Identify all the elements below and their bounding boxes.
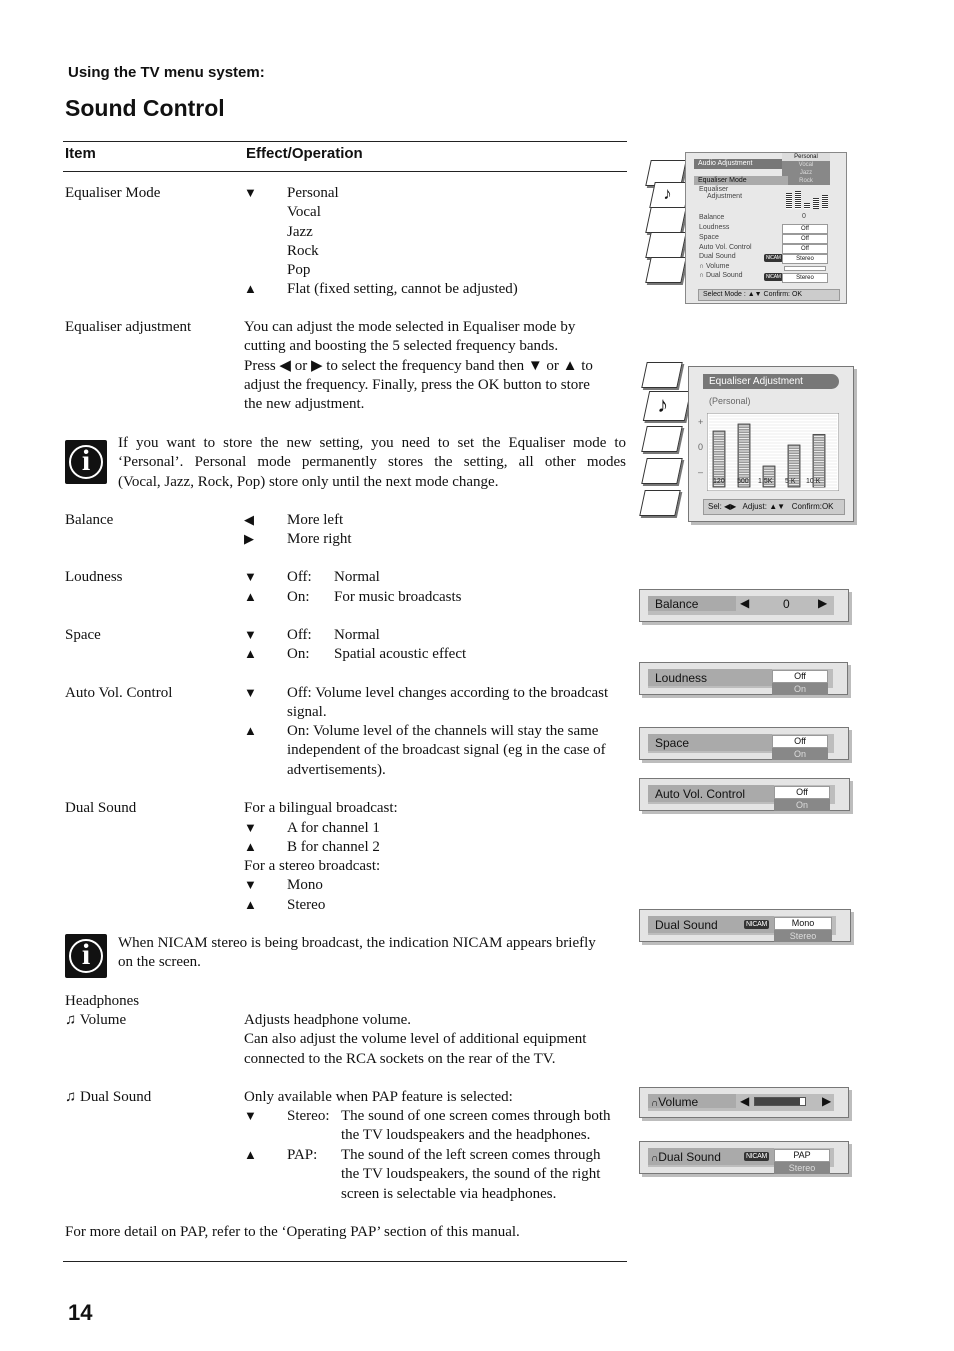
menu-row-dual[interactable]: Dual Sound <box>699 253 736 260</box>
menu-label: Adjustment <box>707 193 743 200</box>
eq-option: Jazz <box>287 223 313 240</box>
loudness-value: Off <box>782 224 828 234</box>
headphone-icon: ♫︎ <box>65 1089 77 1105</box>
loudness-on-desc: For music broadcasts <box>334 589 462 605</box>
menu-label: Dual Sound <box>705 272 743 279</box>
headphone-icon: ∩ <box>651 1153 659 1164</box>
eq-adj-desc <box>244 318 593 414</box>
dual-b: B for channel 2 <box>287 839 380 855</box>
hdual-pap-label: PAP: <box>287 1147 318 1163</box>
headphone-icon: ♫︎ <box>65 1012 77 1028</box>
dual-stereo-broadcast: For a stereo broadcast: <box>244 858 381 874</box>
headphone-icon: ∩ <box>651 1098 659 1109</box>
dual-value: Stereo <box>782 254 828 264</box>
osd-loudness-label: Loudness <box>655 671 708 685</box>
up-arrow: ▲ <box>244 646 257 661</box>
loudness-off: Off: <box>287 569 312 585</box>
option-selected[interactable]: Off <box>772 735 828 748</box>
item-label: Dual Sound <box>80 1089 152 1105</box>
volume-slider[interactable] <box>754 1097 806 1106</box>
label-text: Volume <box>658 1095 699 1109</box>
down-arrow: ▼ <box>244 569 257 584</box>
nicam-badge: NICAM <box>746 1153 768 1160</box>
down-arrow: ▼ <box>244 185 257 200</box>
menu-label: Volume <box>705 263 730 270</box>
dual-mono: Mono <box>287 877 323 893</box>
volume-slider-fill <box>755 1098 800 1105</box>
desc-line: the TV loudspeakers and the headphones. <box>341 1127 591 1144</box>
down-arrow: ▼ <box>244 685 257 700</box>
osd-dual-label: Dual Sound <box>655 918 718 932</box>
audio-menu-title: Audio Adjustment <box>694 159 790 169</box>
desc-line: adjust the frequency. Finally, press the OK button to store <box>244 376 590 393</box>
col-effect-header: Effect/Operation <box>246 145 363 162</box>
desc-line: independent of the broadcast signal (eg in the case of <box>287 742 606 759</box>
menu-row-eq-mode[interactable]: Equaliser Mode <box>694 176 788 185</box>
desc-line: Off: Volume level changes according to the broadcast <box>287 685 609 701</box>
mode-option[interactable]: Personal <box>782 153 830 161</box>
band-label: 5 K <box>785 478 796 485</box>
desc-line: the TV loudspeakers, the sound of the right <box>341 1166 601 1183</box>
desc-line: signal. <box>287 704 327 721</box>
eq-minus-label: – <box>698 467 704 477</box>
down-arrow: ▼ <box>244 877 257 892</box>
desc-line: On: Volume level of the channels will stay the same <box>287 723 599 739</box>
eq-option: Pop <box>287 262 311 279</box>
audio-menu-panel <box>685 152 847 304</box>
balance-left: More left <box>287 512 344 528</box>
osd-space <box>639 727 849 760</box>
osd-space-label: Space <box>655 736 690 750</box>
osd-avc-label: Auto Vol. Control <box>655 787 746 801</box>
balance-right: More right <box>287 531 352 547</box>
mode-option[interactable]: Vocal <box>798 162 814 168</box>
option-unselected[interactable]: Stereo <box>774 1162 830 1174</box>
info-icon: i <box>65 440 107 484</box>
up-arrow: ▲ <box>244 1147 257 1162</box>
option-unselected[interactable]: On <box>774 799 830 811</box>
menu-row-hdual[interactable] <box>699 272 743 279</box>
hdual-value: Stereo <box>782 273 828 283</box>
left-arrow-icon[interactable]: ◀ <box>740 596 750 610</box>
desc-line: Can also adjust the volume level of additional equipment <box>244 1031 587 1048</box>
note-line: on the screen. <box>118 954 201 971</box>
nicam-badge: NICAM <box>766 274 781 280</box>
menu-row-space[interactable]: Space <box>699 234 719 241</box>
option-selected[interactable]: Mono <box>774 917 832 930</box>
desc-line: advertisements). <box>287 761 386 778</box>
nicam-badge: NICAM <box>766 255 781 261</box>
page-number: 14 <box>68 1300 93 1325</box>
setup-tab-icon <box>641 458 683 484</box>
osd-auto-vol-control <box>639 778 850 811</box>
preset-tab-icon <box>645 257 687 283</box>
up-arrow: ▲ <box>244 897 257 912</box>
table-header-rule <box>63 171 627 172</box>
hdual-options[interactable] <box>774 1149 830 1174</box>
menu-row-eq-adj[interactable] <box>699 186 742 200</box>
osd-audio-adjustment <box>640 150 850 305</box>
menu-row-volume[interactable] <box>699 263 729 270</box>
volume-mini-bar <box>784 266 826 271</box>
space-options[interactable] <box>772 735 828 760</box>
option-selected[interactable]: PAP <box>774 1149 830 1162</box>
eq-panel <box>688 366 854 522</box>
eq-option: Personal <box>287 185 339 201</box>
space-value: Off <box>782 234 828 244</box>
dual-a: A for channel 1 <box>287 820 380 836</box>
note-line: When NICAM stereo is being broadcast, the indication NICAM appears briefly <box>118 935 596 951</box>
option-unselected[interactable]: On <box>772 748 828 760</box>
mini-eq-bars <box>784 189 828 209</box>
osd-headphone-volume <box>639 1087 849 1118</box>
item-balance: Balance <box>65 512 114 528</box>
down-arrow: ▼ <box>244 627 257 642</box>
desc-line: the new adjustment. <box>244 396 365 413</box>
down-arrow: ▼ <box>244 820 257 835</box>
col-item-header: Item <box>65 145 96 162</box>
eq-option-flat: Flat (fixed setting, cannot be adjusted) <box>287 281 518 298</box>
eq-mode-dropdown[interactable] <box>782 153 830 185</box>
page-title: Sound Control <box>65 95 225 121</box>
osd-balance-label: Balance <box>655 597 699 611</box>
loudness-off-desc: Normal <box>334 569 380 585</box>
dual-options[interactable] <box>774 917 832 942</box>
item-loudness: Loudness <box>65 569 123 585</box>
right-arrow-icon[interactable]: ▶ <box>818 596 828 610</box>
right-arrow-icon[interactable]: ▶ <box>822 1094 832 1108</box>
sound-tab-icon: ♪ <box>643 391 691 421</box>
osd-balance <box>639 589 849 622</box>
preset-tab-icon <box>639 490 681 516</box>
hdual-intro: Only available when PAP feature is selected: <box>244 1089 513 1105</box>
space-off: Off: <box>287 627 312 643</box>
features-tab-icon <box>645 207 687 233</box>
eq-option: Rock <box>287 242 319 259</box>
up-arrow: ▲ <box>244 723 257 738</box>
avc-options[interactable] <box>774 786 830 811</box>
nicam-badge: NICAM <box>746 921 768 928</box>
up-arrow: ▲ <box>244 839 257 854</box>
features-tab-icon <box>641 426 683 452</box>
option-selected[interactable]: Off <box>774 786 830 799</box>
info-icon: i <box>65 934 107 978</box>
desc-line: You can adjust the mode selected in Equaliser mode by <box>244 319 576 335</box>
eq-panel-title: Equaliser Adjustment <box>703 374 839 389</box>
band-label: 120 <box>713 478 725 485</box>
hdual-pap-desc <box>341 1146 601 1204</box>
osd-dual-sound <box>639 909 851 942</box>
desc-line: The sound of the left screen comes through <box>341 1147 601 1163</box>
menu-row-avc[interactable]: Auto Vol. Control <box>699 244 752 251</box>
balance-value: 0 <box>802 213 806 220</box>
label-text: Dual Sound <box>658 1150 721 1164</box>
desc-line: cutting and boosting the 5 selected frequency bands. <box>244 338 559 355</box>
section-heading: Using the TV menu system: <box>68 64 265 81</box>
menu-row-balance[interactable]: Balance <box>699 214 725 221</box>
avc-off <box>287 684 608 723</box>
item-space: Space <box>65 627 101 643</box>
option-unselected[interactable]: On <box>772 683 828 695</box>
mode-option[interactable]: Rock <box>799 178 813 184</box>
eq-mode-label: (Personal) <box>709 396 751 406</box>
item-equaliser-adjustment: Equaliser adjustment <box>65 319 192 335</box>
note-line: (Vocal, Jazz, Rock, Pop) store only until the next mode change. <box>118 473 499 490</box>
menu-row-loudness[interactable]: Loudness <box>699 224 730 231</box>
info-note-nicam <box>118 934 596 973</box>
audio-menu-footer: Select Mode : ▲▼ Confirm: OK <box>698 289 840 301</box>
sound-tab-icon: ♪ <box>649 182 691 208</box>
menu-label: Equaliser <box>699 186 729 193</box>
left-arrow: ◀ <box>244 512 254 527</box>
table-top-rule <box>63 141 627 142</box>
eq-plus-label: + <box>698 417 704 427</box>
item-headphones: Headphones <box>65 993 140 1009</box>
setup-tab-icon <box>645 232 687 258</box>
desc-line: screen is selectable via headphones. <box>341 1185 557 1202</box>
dual-stereo: Stereo <box>287 897 326 913</box>
footer-note: For more detail on PAP, refer to the ‘Operating PAP’ section of this manual. <box>65 1224 520 1240</box>
option-unselected[interactable]: Stereo <box>774 930 832 942</box>
space-on-desc: Spatial acoustic effect <box>334 646 467 662</box>
item-headphone-volume <box>65 1011 126 1030</box>
eq-zero-label: 0 <box>698 442 704 452</box>
osd-equaliser-adjustment <box>636 358 856 522</box>
right-arrow: ▶ <box>244 531 254 546</box>
picture-tab-icon <box>641 362 683 388</box>
eq-option: Vocal <box>287 204 321 221</box>
desc-line: Adjusts headphone volume. <box>244 1012 412 1028</box>
item-label: Volume <box>79 1012 127 1028</box>
band-label: 1,5K <box>758 478 773 485</box>
headphone-volume-desc <box>244 1011 586 1069</box>
eq-panel-footer: Sel: ◀▶ Adjust: ▲▼ Confirm:OK <box>703 499 845 515</box>
osd-hvol-label <box>651 1095 698 1109</box>
item-equaliser-mode: Equaliser Mode <box>65 185 161 201</box>
space-off-desc: Normal <box>334 627 380 643</box>
hdual-stereo-label: Stereo: <box>287 1108 330 1124</box>
osd-loudness <box>639 662 848 695</box>
info-note-equaliser <box>118 434 626 492</box>
hdual-stereo-desc <box>341 1107 611 1146</box>
space-on: On: <box>287 646 310 662</box>
headphone-icon: ∩ <box>699 272 705 279</box>
table-bottom-rule <box>63 1261 627 1262</box>
item-headphone-dual-sound <box>65 1088 151 1107</box>
desc-line: The sound of one screen comes through both <box>341 1108 611 1124</box>
item-auto-vol-control: Auto Vol. Control <box>65 685 173 701</box>
avc-on <box>287 722 606 780</box>
up-arrow: ▲ <box>244 589 257 604</box>
dual-bilingual: For a bilingual broadcast: <box>244 800 398 816</box>
desc-line: Press ◀ or ▶ to select the frequency band then ▼ or ▲ to <box>244 357 593 374</box>
headphone-icon: ∩ <box>699 263 705 270</box>
band-label: 10 K <box>806 478 821 485</box>
note-line: If you want to store the new setting, you need to set the Equaliser mode to <box>118 435 626 451</box>
osd-hdual-label <box>651 1150 721 1164</box>
avc-value: Off <box>782 244 828 254</box>
mode-option[interactable]: Jazz <box>799 170 813 176</box>
osd-headphone-dual-sound <box>639 1141 849 1174</box>
down-arrow: ▼ <box>244 1108 257 1123</box>
option-selected[interactable]: Off <box>772 670 828 683</box>
note-line: ‘Personal’. Personal mode permanently stores the setting, all other modes <box>118 454 626 471</box>
up-arrow: ▲ <box>244 281 257 296</box>
left-arrow-icon[interactable]: ◀ <box>740 1094 750 1108</box>
item-dual-sound: Dual Sound <box>65 800 137 816</box>
desc-line: connected to the RCA sockets on the rear of the TV. <box>244 1050 556 1067</box>
loudness-on: On: <box>287 589 310 605</box>
loudness-options[interactable] <box>772 670 828 695</box>
osd-balance-value: 0 <box>783 597 790 611</box>
eq-options <box>287 184 518 300</box>
band-label: 500 <box>737 478 749 485</box>
